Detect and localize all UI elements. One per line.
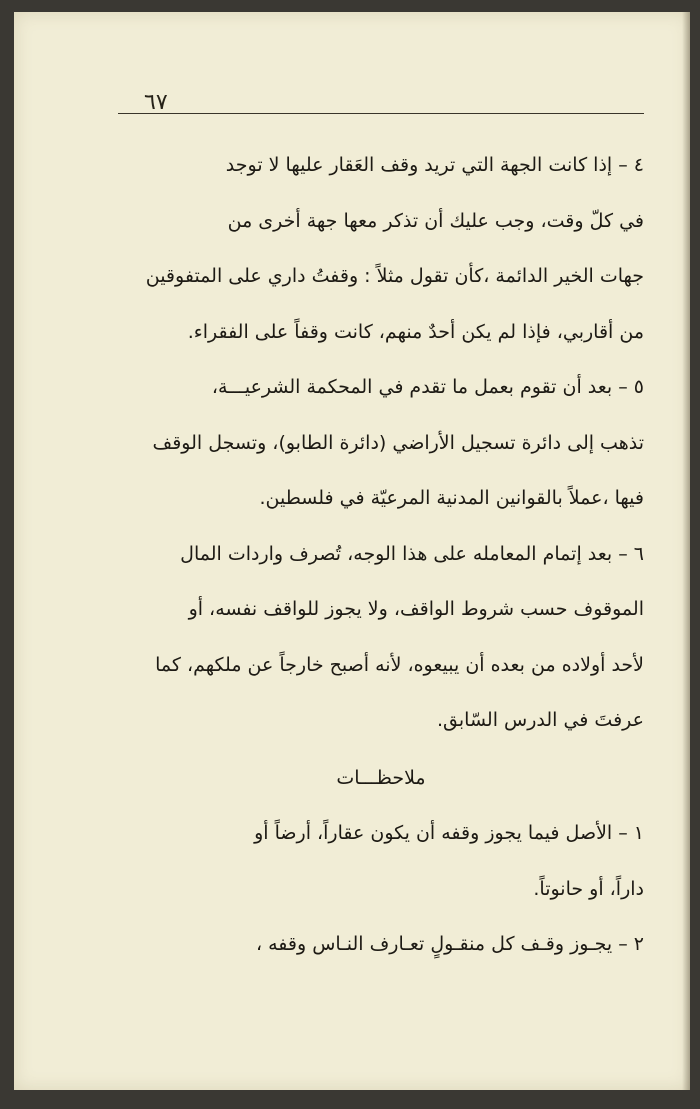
text-line: ٢ – يجـوز وقـف كل منقـولٍ تعـارف النـاس وقفه ، [255, 933, 644, 955]
body-text [118, 138, 644, 973]
text-line: عرفتَ في الدرس السّابق. [437, 709, 644, 731]
header-rule [118, 113, 644, 114]
text-line: ١ – الأصل فيما يجوز وقفه أن يكون عقاراً، أرضاً أو [254, 822, 644, 844]
text-line: فيها ،عملاً بالقوانين المدنية المرعيّة في فلسطين. [259, 487, 644, 509]
text-line: ٥ – بعد أن تقوم بعمل ما تقدم في المحكمة الشرعيـــة، [211, 376, 644, 398]
text-line: ٤ – إذا كانت الجهة التي تريد وقف العَقار عليها لا توجد [225, 154, 644, 176]
text-line: جهات الخير الدائمة ،كأن تقول مثلاً : وقفتُ داري على المتفوقين [145, 265, 644, 287]
text-line: ٦ – بعد إتمام المعامله على هذا الوجه، تُصرف واردات المال [180, 542, 644, 565]
text-line: تذهب إلى دائرة تسجيل الأراضي (دائرة الطابو)، وتسجل الوقف [152, 431, 644, 454]
text-line: الموقوف حسب شروط الواقف، ولا يجوز للواقف نفسه، أو [188, 598, 644, 620]
text-line: داراً، أو حانوتاً. [533, 877, 644, 900]
book-page [14, 12, 690, 1090]
text-line: في كلّ وقت، وجب عليك أن تذكر معها جهة أخرى من [227, 209, 644, 232]
section-heading: ملاحظـــات [336, 766, 426, 789]
text-line: لأحد أولاده من بعده أن يبيعوه، لأنه أصبح خارجاً عن ملكهم، كما [155, 653, 644, 676]
page-number: ٦٧ [144, 90, 168, 115]
text-line: من أقاربي، فإذا لم يكن أحدٌ منهم، كانت وقفاً على الفقراء. [187, 320, 644, 343]
